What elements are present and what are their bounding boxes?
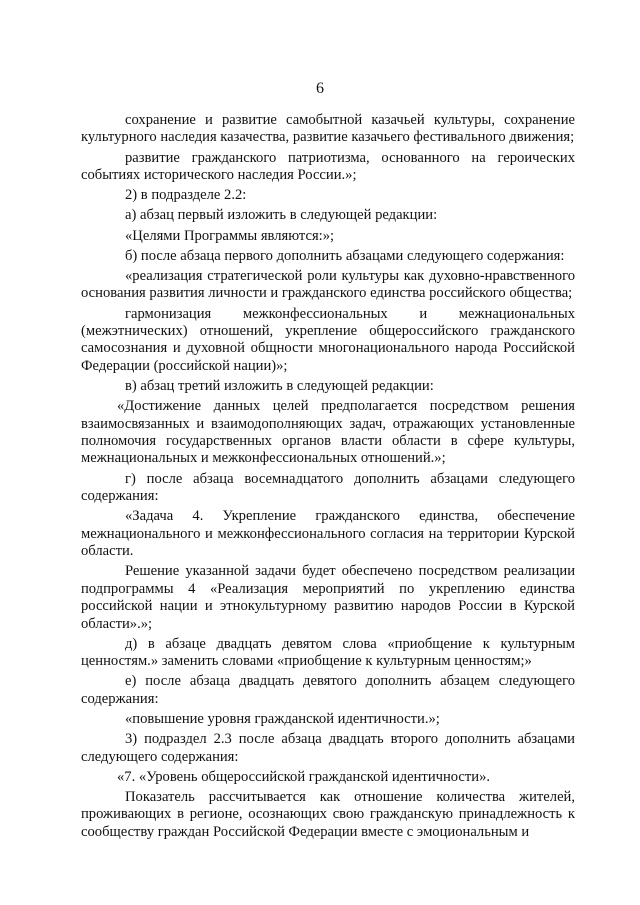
paragraph: «Достижение данных целей предполагается посредством решения взаимосвязанных и взаимодополняющих задач, отражающих установленные полномочия государственных органов власти области в сфере культуры, межнациональных и межконфессиональных отношений.»; <box>81 398 575 467</box>
paragraph: в) абзац третий изложить в следующей редакции: <box>125 378 434 395</box>
paragraph: б) после абзаца первого дополнить абзацами следующего содержания: <box>125 247 565 264</box>
paragraph: 2) в подразделе 2.2: <box>125 187 247 204</box>
document-body <box>81 112 575 844</box>
page-number: 6 <box>316 80 324 97</box>
paragraph: «Задача 4. Укрепление гражданского единства, обеспечение межнационального и межконфессионального согласия на территории Курской области. <box>81 508 575 560</box>
paragraph: Показатель рассчитывается как отношение количества жителей, проживающих в регионе, осознающих свою гражданскую принадлежность к сообществу граждан Российской Федерации вместе с эмоциональным и <box>81 788 575 840</box>
paragraph: гармонизация межконфессиональных и межнациональных (межэтнических) отношений, укрепление общероссийского гражданского самосознания и духовной общности многонационального народа Российской Федерации (российской нации)»; <box>81 305 575 374</box>
paragraph: 3) подраздел 2.3 после абзаца двадцать второго дополнить абзацами следующего содержания: <box>81 731 575 765</box>
paragraph: д) в абзаце двадцать девятом слова «приобщение к культурным ценностям.» заменить словами «приобщение к культурным ценностям;» <box>81 635 575 670</box>
paragraph: е) после абзаца двадцать девятого дополнить абзацем следующего содержания: <box>81 673 575 707</box>
paragraph: а) абзац первый изложить в следующей редакции: <box>125 207 438 224</box>
paragraph: развитие гражданского патриотизма, основанного на героических событиях исторического наследия России.»; <box>81 149 575 184</box>
paragraph: «Целями Программы являются:»; <box>125 227 335 244</box>
paragraph: «повышение уровня гражданской идентичности.»; <box>125 710 440 727</box>
paragraph: Решение указанной задачи будет обеспечено посредством реализации подпрограммы 4 «Реализация мероприятий по укреплению единства российской нации и этнокультурному развитию народов России в Курской области».»; <box>81 563 575 632</box>
paragraph: «реализация стратегической роли культуры как духовно-нравственного основания развития личности и гражданского единства российского общества; <box>81 268 575 302</box>
paragraph: г) после абзаца восемнадцатого дополнить абзацами следующего содержания: <box>81 470 575 505</box>
paragraph: «7. «Уровень общероссийской гражданской идентичности». <box>117 768 491 785</box>
paragraph: сохранение и развитие самобытной казачьей культуры, сохранение культурного наследия казачества, развитие казачьего фестивального движения; <box>81 112 575 146</box>
